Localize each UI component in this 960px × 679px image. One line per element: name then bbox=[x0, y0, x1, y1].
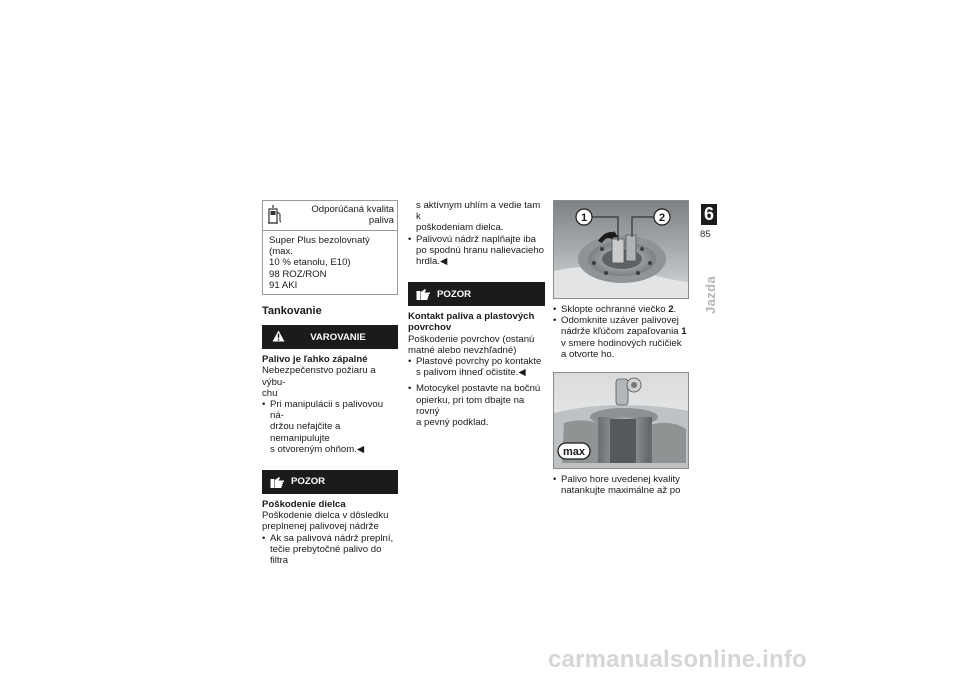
fuel-line: 10 % etanolu, E10) bbox=[269, 257, 351, 269]
text-line bbox=[553, 326, 691, 337]
column-1 bbox=[262, 200, 398, 566]
text-line: Poškodenie povrchov (ostanú bbox=[408, 333, 535, 345]
fuel-box-title: Odporúčaná kvalita paliva bbox=[311, 204, 394, 227]
text-span: Sklopte ochranné viečko bbox=[561, 304, 669, 315]
watermark: carmanualsonline.info bbox=[548, 646, 807, 673]
text-line: držou nefajčite a nemanipulujte bbox=[270, 421, 341, 444]
list-item bbox=[553, 304, 691, 315]
text-line: opierku, pri tom dbajte na rovný bbox=[416, 394, 525, 417]
ref-number: 2 bbox=[668, 304, 674, 315]
list-item: • Palivovú nádrž naplňajte iba bbox=[408, 234, 545, 245]
fuel-line: 98 ROZ/RON bbox=[269, 268, 327, 280]
warning-label: VAROVANIE bbox=[310, 331, 366, 343]
text-span: nádrže kľúčom zapaľovania bbox=[561, 326, 682, 338]
fuel-line: Super Plus bezolovnatý (max. bbox=[269, 235, 370, 258]
filler-neck-illustration bbox=[554, 373, 689, 469]
list-item: • Odomknite uzáver palivovej bbox=[553, 315, 691, 326]
list-item: • Plastové povrchy po kontakte bbox=[408, 356, 545, 367]
fuel-cap-photo bbox=[553, 200, 689, 299]
chapter-label: Jazda bbox=[703, 275, 718, 314]
fuel-box-header bbox=[263, 201, 397, 231]
callout-2: 2 bbox=[658, 212, 666, 224]
max-badge: max bbox=[562, 446, 586, 459]
list-item: • Palivo hore uvedenej kvality bbox=[553, 474, 691, 485]
fuel-pump-icon bbox=[267, 204, 283, 226]
text-line: chu bbox=[262, 387, 278, 399]
warning-title: Palivo je ľahko zápalné bbox=[262, 354, 368, 366]
text-line: matné alebo nevzhľadné) bbox=[408, 344, 517, 356]
column-3 bbox=[553, 200, 691, 496]
text-line: poškodeniam dielca. bbox=[416, 222, 504, 234]
warning-bar bbox=[262, 325, 398, 349]
list-item: • Pri manipulácii s palivovou ná- bbox=[262, 399, 398, 421]
caution-title: Poškodenie dielca bbox=[262, 499, 346, 511]
warning-triangle-icon bbox=[272, 330, 285, 342]
caution-title: Kontakt paliva a plastových bbox=[408, 311, 535, 323]
text-line: a pevný podklad. bbox=[416, 417, 489, 429]
caution-bar bbox=[408, 282, 545, 306]
text-line: tečie prebytočné palivo do filtra bbox=[270, 543, 382, 567]
text-line: a otvorte ho. bbox=[561, 348, 615, 360]
filler-neck-photo bbox=[553, 372, 689, 469]
text-line: v smere hodinových ručičiek bbox=[561, 337, 682, 349]
column-2 bbox=[408, 200, 545, 428]
fuel-box-body bbox=[263, 231, 397, 294]
text-line: s palivom ihneď očistite.◀ bbox=[416, 367, 526, 379]
caution-bar bbox=[262, 470, 398, 494]
caution-label: POZOR bbox=[437, 288, 472, 300]
text-line: Nebezpečenstvo požiaru a výbu- bbox=[262, 365, 376, 388]
text-line: Poškodenie dielca v dôsledku bbox=[262, 510, 389, 522]
chapter-number: 6 bbox=[701, 204, 717, 225]
page-number: 85 bbox=[700, 229, 711, 240]
callout-1: 1 bbox=[580, 212, 588, 224]
ref-number: 1 bbox=[681, 326, 687, 338]
caution-hand-icon bbox=[416, 288, 431, 301]
text-line: po spodnú hranu nalievacieho bbox=[416, 244, 545, 256]
fuel-quality-box bbox=[262, 200, 398, 295]
text-line: natankujte maximálne až po bbox=[561, 485, 681, 497]
caution-label: POZOR bbox=[291, 476, 326, 488]
text-line: s otvoreným ohňom.◀ bbox=[270, 443, 365, 455]
text-span: . bbox=[673, 304, 677, 315]
caution-title: povrchov bbox=[408, 322, 452, 334]
fuel-cap-illustration bbox=[554, 201, 689, 299]
list-item: • Motocykel postavte na bočnú bbox=[408, 383, 545, 394]
list-item: • Ak sa palivová nádrž preplní, bbox=[262, 533, 398, 544]
text-line: s aktívnym uhlím a vedie tam k bbox=[416, 200, 541, 223]
text-line: hrdla.◀ bbox=[416, 256, 448, 268]
text-line: preplnenej palivovej nádrže bbox=[262, 521, 379, 533]
fuel-line: 91 AKI bbox=[269, 279, 298, 291]
section-title: Tankovanie bbox=[262, 305, 322, 318]
caution-hand-icon bbox=[270, 476, 285, 489]
